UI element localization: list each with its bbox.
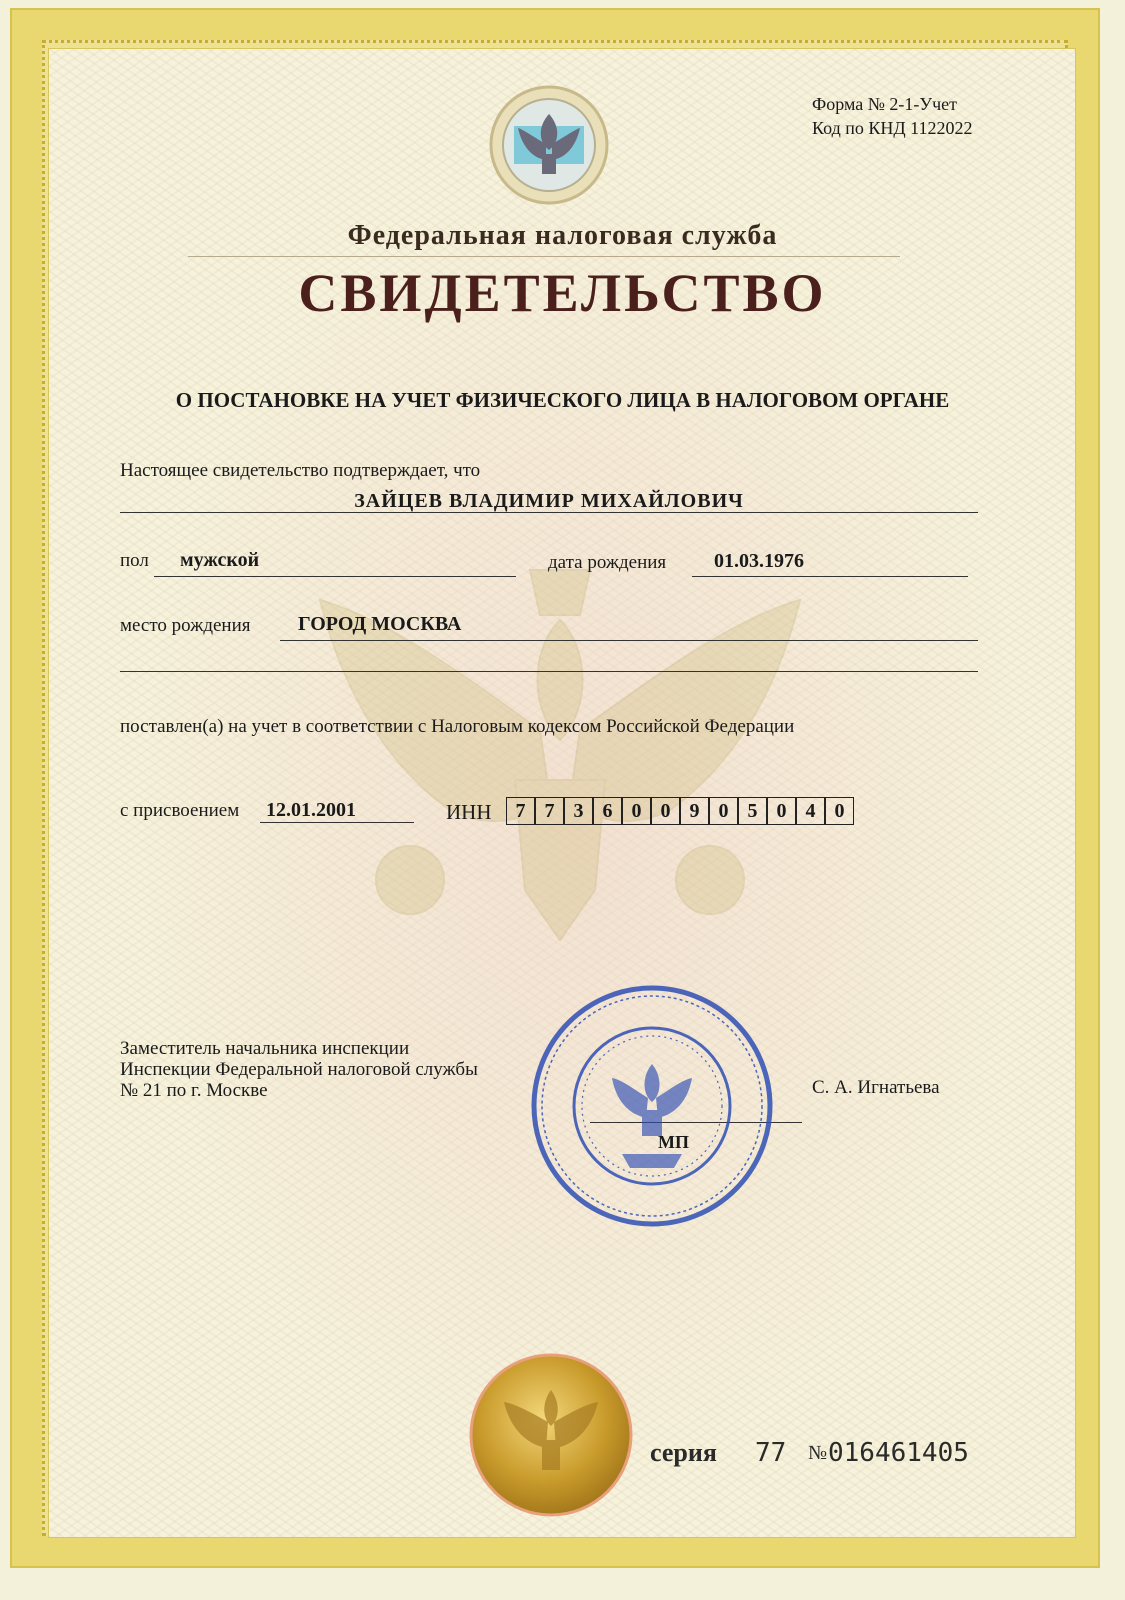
- assignment-line: [260, 822, 414, 823]
- intro-text: Настоящее свидетельство подтверждает, что: [120, 460, 481, 481]
- birth-date-label: дата рождения: [548, 552, 667, 573]
- assignment-date: 12.01.2001: [266, 799, 356, 821]
- signatory-office: Инспекции Федеральной налоговой службы: [120, 1059, 478, 1080]
- full-name: ЗАЙЦЕВ ВЛАДИМИР МИХАЙЛОВИЧ: [354, 490, 744, 512]
- sex-value: мужской: [180, 549, 260, 571]
- title-divider: [188, 256, 900, 257]
- signatory-position: Заместитель начальника инспекции: [120, 1038, 410, 1059]
- form-code-block: [812, 92, 973, 140]
- inn-digit: 7: [506, 797, 535, 825]
- inn-digit: 6: [593, 797, 622, 825]
- birth-place-line: [280, 640, 978, 641]
- gold-seal-icon: [468, 1352, 634, 1518]
- birth-date-line: [692, 576, 968, 577]
- inn-digit: 0: [825, 797, 854, 825]
- certificate-number: 016461405: [828, 1438, 969, 1468]
- birth-place-value: ГОРОД МОСКВА: [298, 613, 462, 635]
- certificate-title: СВИДЕТЕЛЬСТВО: [298, 263, 827, 323]
- signatory-name: С. А. Игнатьева: [812, 1077, 940, 1098]
- signatory-office-number: № 21 по г. Москве: [120, 1080, 268, 1101]
- certificate-subtitle: О ПОСТАНОВКЕ НА УЧЕТ ФИЗИЧЕСКОГО ЛИЦА В НАЛОГОВОМ ОРГАНЕ: [175, 388, 950, 412]
- inn-digit: 3: [564, 797, 593, 825]
- form-number: Форма № 2-1-Учет: [812, 94, 958, 114]
- agency-name: Федеральная налоговая служба: [347, 220, 778, 251]
- signatory-title: [120, 1038, 478, 1101]
- birth-place-line-2: [120, 671, 978, 672]
- knd-code: Код по КНД 1122022: [812, 118, 973, 138]
- inn-digit: 0: [709, 797, 738, 825]
- inn-digit: 0: [651, 797, 680, 825]
- inn-digit: 9: [680, 797, 709, 825]
- inn-digit: 0: [622, 797, 651, 825]
- assignment-label: с присвоением: [120, 800, 240, 821]
- series-value: 77: [755, 1438, 787, 1468]
- birth-date-value: 01.03.1976: [714, 550, 804, 572]
- inn-digit: 5: [738, 797, 767, 825]
- official-stamp-icon: [528, 982, 776, 1230]
- registered-text: поставлен(а) на учет в соответствии с Налоговым кодексом Российской Федерации: [120, 716, 795, 737]
- inn-digit: 4: [796, 797, 825, 825]
- inn-digit: 0: [767, 797, 796, 825]
- inn-label: ИНН: [446, 800, 492, 824]
- fns-emblem-icon: [488, 84, 610, 206]
- inn-digit: 7: [535, 797, 564, 825]
- stamp-place-label: МП: [658, 1132, 689, 1152]
- series-label: серия: [650, 1438, 717, 1467]
- number-label: №: [808, 1442, 828, 1464]
- sex-label: пол: [120, 550, 149, 571]
- birth-place-label: место рождения: [120, 615, 251, 636]
- sex-line: [154, 576, 516, 577]
